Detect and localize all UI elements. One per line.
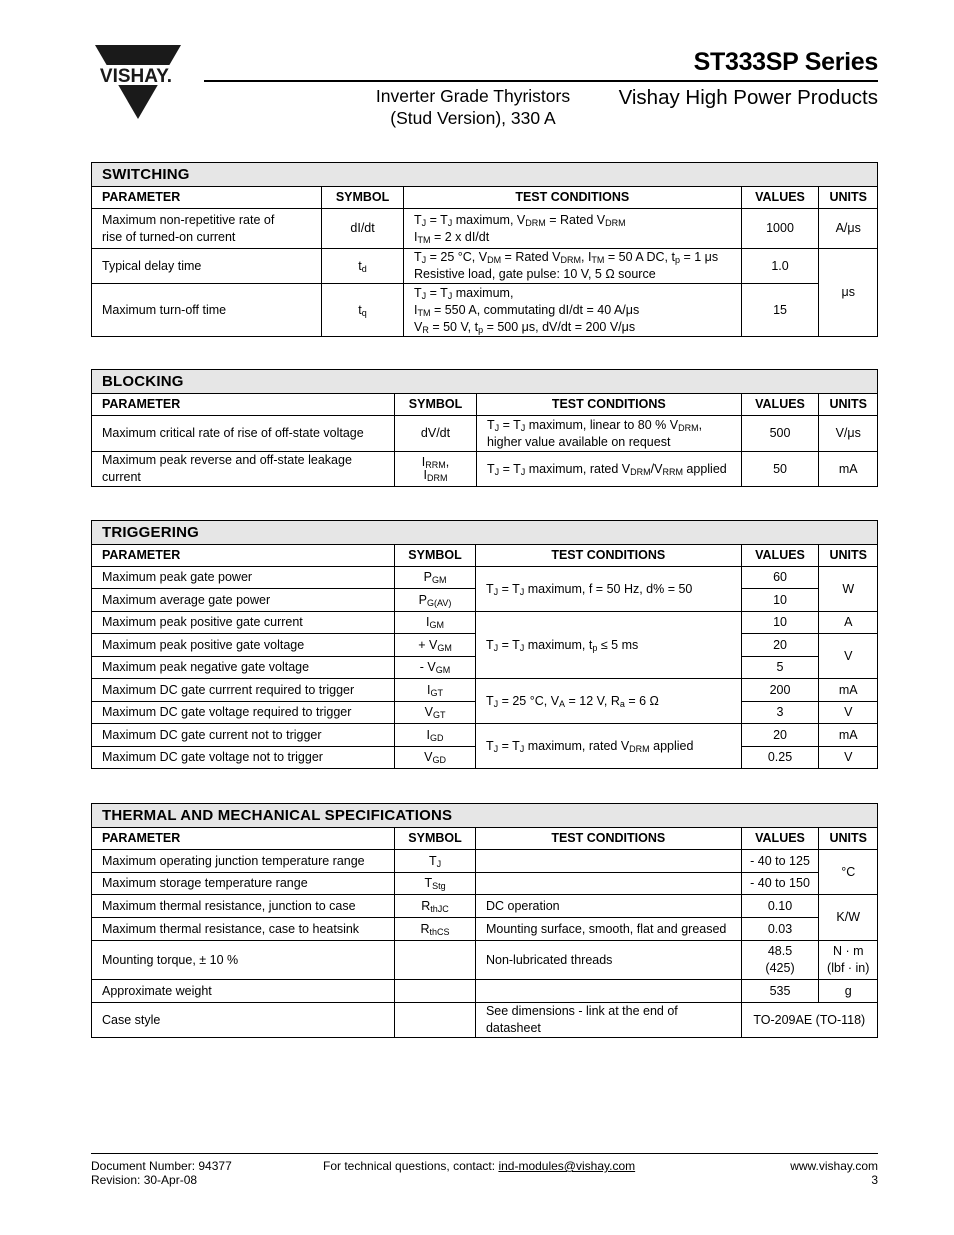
value-cell: 10 [741, 612, 819, 634]
condition-cell: $T_J = 25$ °C, $V_A = 12$ V, $R_a = 6$ Ω [475, 679, 741, 724]
table-row [92, 679, 878, 702]
parameter-cell: Maximum thermal resistance, case to heatsink [92, 918, 395, 941]
parameter-cell: Maximum critical rate of rise of off-state voltage [92, 416, 395, 452]
value-cell: 200 [741, 679, 819, 702]
unit-cell: A/μs [819, 209, 878, 249]
symbol-cell [395, 1003, 476, 1038]
unit-cell: V [819, 634, 878, 679]
page-number: 3 [871, 1173, 878, 1187]
col-units: UNITS [819, 394, 878, 416]
unit-cell: °C [819, 850, 878, 895]
vishay-logo [90, 43, 182, 121]
col-symbol: SYMBOL [395, 545, 476, 567]
footer-rule [91, 1153, 878, 1154]
col-values: VALUES [741, 187, 819, 209]
symbol-cell: dV/dt [395, 416, 477, 452]
value-cell: 1.0 [741, 249, 819, 284]
table-row [92, 567, 878, 589]
parameter-cell: Maximum operating junction temperature range [92, 850, 395, 873]
condition-cell: Mounting surface, smooth, flat and greased [475, 918, 741, 941]
value-cell: 500 [741, 416, 819, 452]
col-values: VALUES [741, 545, 819, 567]
parameter-cell: Maximum peak gate power [92, 567, 395, 589]
value-cell: 3 [741, 702, 819, 724]
table-row [92, 724, 878, 747]
col-parameter: PARAMETER [92, 394, 395, 416]
col-units: UNITS [819, 828, 878, 850]
col-test-conditions: TEST CONDITIONS [404, 187, 742, 209]
section-title: TRIGGERING [92, 521, 878, 545]
condition-cell: $T_J = 25$ °C, $V_{DM}$ = Rated $V_{DRM}$, $I_{TM} = 50$ A DC, $t_p = 1$ μs Resistive load, gate pulse: 10 V, 5 Ω source [404, 249, 742, 284]
col-units: UNITS [819, 545, 878, 567]
table-row [92, 612, 878, 634]
value-cell: 15 [741, 284, 819, 337]
parameter-cell: Maximum peak reverse and off-state leakage current [92, 452, 395, 487]
symbol-cell [395, 941, 476, 980]
parameter-cell: Maximum peak positive gate current [92, 612, 395, 634]
symbol-cell: $R_{thJC}$ [395, 895, 476, 918]
unit-cell: K/W [819, 895, 878, 941]
series-title: ST333SP Series [693, 48, 878, 76]
website-link[interactable]: www.vishay.com [790, 1159, 878, 1173]
col-test-conditions: TEST CONDITIONS [475, 545, 741, 567]
unit-cell: A [819, 612, 878, 634]
unit-cell: mA [819, 724, 878, 747]
condition-cell [475, 873, 741, 895]
table-row [92, 416, 878, 452]
blocking-table [91, 369, 878, 487]
table-row [92, 873, 878, 895]
table-row [92, 895, 878, 918]
value-cell: 10 [741, 589, 819, 612]
value-cell: 1000 [741, 209, 819, 249]
col-symbol: SYMBOL [322, 187, 404, 209]
symbol-cell: $P_{G(AV)}$ [395, 589, 476, 612]
table-row [92, 850, 878, 873]
value-cell: 20 [741, 724, 819, 747]
col-test-conditions: TEST CONDITIONS [476, 394, 741, 416]
table-row [92, 284, 878, 337]
unit-cell: mA [819, 679, 878, 702]
value-cell: 535 [741, 980, 819, 1003]
col-parameter: PARAMETER [92, 187, 322, 209]
col-symbol: SYMBOL [395, 394, 477, 416]
header-rule [204, 80, 878, 82]
footer-document-info [91, 1159, 232, 1187]
symbol-cell: $I_{GT}$ [395, 679, 476, 702]
brand-line: Vishay High Power Products [618, 86, 878, 109]
symbol-cell: $I_{GM}$ [395, 612, 476, 634]
symbol-cell: $V_{GD}$ [395, 747, 476, 769]
symbol-cell: - $V_{GM}$ [395, 657, 476, 679]
table-row [92, 249, 878, 284]
unit-cell: V [819, 702, 878, 724]
section-title: BLOCKING [92, 370, 878, 394]
col-values: VALUES [741, 828, 819, 850]
table-row [92, 452, 878, 487]
symbol-cell [395, 980, 476, 1003]
parameter-cell: Maximum storage temperature range [92, 873, 395, 895]
unit-cell: W [819, 567, 878, 612]
condition-cell: $T_J = T_J$ maximum, linear to 80 % $V_{DRM}$, higher value available on request [476, 416, 741, 452]
table-row [92, 1003, 878, 1038]
condition-cell: $T_J = T_J$ maximum, $t_p \le 5$ ms [475, 612, 741, 679]
condition-cell: $T_J = T_J$ maximum, $I_{TM} = 550$ A, commutating dI/dt = 40 A/μs $V_R = 50$ V, $t_p = 500$ μs, dV/dt = 200 V/μs [404, 284, 742, 337]
unit-cell: mA [819, 452, 878, 487]
unit-cell: V/μs [819, 416, 878, 452]
condition-cell [475, 980, 741, 1003]
footer-website-page [790, 1159, 878, 1187]
product-subtitle: Inverter Grade Thyristors (Stud Version), 330 A [375, 86, 571, 128]
col-symbol: SYMBOL [395, 828, 476, 850]
value-cell: - 40 to 125 [741, 850, 819, 873]
symbol-cell: $I_{GD}$ [395, 724, 476, 747]
parameter-cell: Maximum peak negative gate voltage [92, 657, 395, 679]
table-row [92, 980, 878, 1003]
parameter-cell: Maximum DC gate current not to trigger [92, 724, 395, 747]
symbol-cell: $t_d$ [322, 249, 404, 284]
table-row [92, 941, 878, 980]
value-cell: TO-209AE (TO-118) [741, 1003, 877, 1038]
symbol-cell: $V_{GT}$ [395, 702, 476, 724]
value-cell: 60 [741, 567, 819, 589]
value-cell: 5 [741, 657, 819, 679]
contact-email-link[interactable]: ind-modules@vishay.com [498, 1159, 636, 1173]
thermal-table [91, 803, 878, 1038]
condition-cell: $T_J = T_J$ maximum, $V_{DRM}$ = Rated $V_{DRM}$ $I_{TM} = 2$ x dI/dt [404, 209, 742, 249]
parameter-cell: Approximate weight [92, 980, 395, 1003]
revision-date: Revision: 30-Apr-08 [91, 1173, 198, 1187]
symbol-cell: $T_J$ [395, 850, 476, 873]
svg-text:VISHAY.: VISHAY. [99, 66, 173, 87]
parameter-cell: Case style [92, 1003, 395, 1038]
parameter-cell: Maximum thermal resistance, junction to case [92, 895, 395, 918]
switching-table [91, 162, 878, 337]
symbol-cell: $P_{GM}$ [395, 567, 476, 589]
value-cell: 50 [741, 452, 819, 487]
value-cell: 0.25 [741, 747, 819, 769]
parameter-cell: Maximum DC gate voltage required to trigger [92, 702, 395, 724]
condition-cell: DC operation [475, 895, 741, 918]
value-cell: - 40 to 150 [741, 873, 819, 895]
section-title: SWITCHING [92, 163, 878, 187]
parameter-cell: Mounting torque, ± 10 % [92, 941, 395, 980]
condition-cell: See dimensions - link at the end of datasheet [475, 1003, 741, 1038]
unit-cell: N · m (lbf · in) [819, 941, 878, 980]
parameter-cell: Maximum turn-off time [92, 284, 322, 337]
parameter-cell: Maximum DC gate voltage not to trigger [92, 747, 395, 769]
symbol-cell: $R_{thCS}$ [395, 918, 476, 941]
document-number: Document Number: 94377 [91, 1159, 232, 1173]
triggering-table [91, 520, 878, 769]
value-cell: 0.03 [741, 918, 819, 941]
condition-cell: $T_J = T_J$ maximum, f = 50 Hz, d% = 50 [475, 567, 741, 612]
unit-cell: g [819, 980, 878, 1003]
col-parameter: PARAMETER [92, 545, 395, 567]
parameter-cell: Maximum average gate power [92, 589, 395, 612]
condition-cell: $T_J = T_J$ maximum, rated $V_{DRM}$ applied [475, 724, 741, 769]
parameter-cell: Maximum peak positive gate voltage [92, 634, 395, 657]
symbol-cell: dI/dt [322, 209, 404, 249]
parameter-cell: Maximum DC gate currrent required to trigger [92, 679, 395, 702]
col-values: VALUES [741, 394, 819, 416]
col-parameter: PARAMETER [92, 828, 395, 850]
condition-cell [475, 850, 741, 873]
table-row [92, 918, 878, 941]
symbol-cell: $T_{Stg}$ [395, 873, 476, 895]
value-cell: 48.5 (425) [741, 941, 819, 980]
value-cell: 0.10 [741, 895, 819, 918]
parameter-cell: Typical delay time [92, 249, 322, 284]
condition-cell: Non-lubricated threads [475, 941, 741, 980]
condition-cell: $T_J = T_J$ maximum, rated $V_{DRM}/V_{RRM}$ applied [476, 452, 741, 487]
unit-cell: V [819, 747, 878, 769]
table-row [92, 209, 878, 249]
section-title: THERMAL AND MECHANICAL SPECIFICATIONS [92, 804, 878, 828]
footer-contact: For technical questions, contact: ind-modules@vishay.com [323, 1159, 636, 1173]
col-units: UNITS [819, 187, 878, 209]
value-cell: 20 [741, 634, 819, 657]
symbol-cell: $t_q$ [322, 284, 404, 337]
unit-cell: μs [819, 249, 878, 337]
col-test-conditions: TEST CONDITIONS [475, 828, 741, 850]
symbol-cell: $I_{RRM}$, $I_{DRM}$ [395, 452, 477, 487]
parameter-cell: Maximum non-repetitive rate of rise of turned-on current [92, 209, 322, 249]
symbol-cell: + $V_{GM}$ [395, 634, 476, 657]
